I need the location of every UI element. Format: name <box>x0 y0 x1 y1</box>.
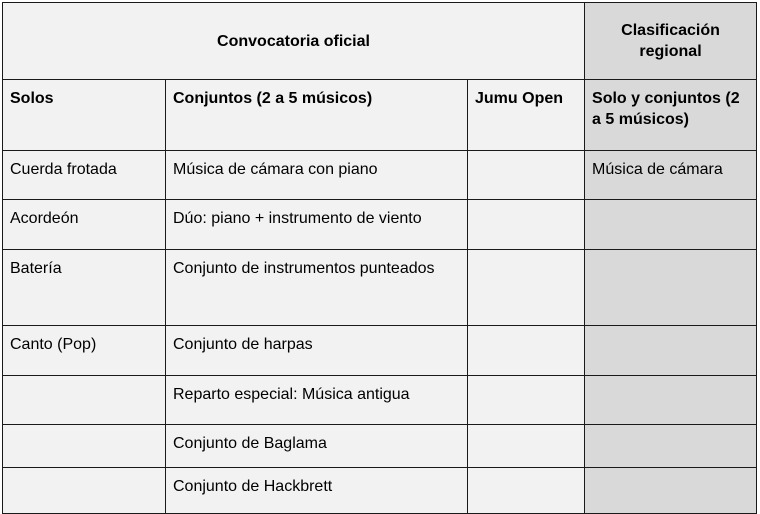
cell-regional <box>585 376 757 425</box>
cell-conjuntos: Conjunto de Baglama <box>166 425 468 468</box>
cell-jumu-open <box>468 200 585 250</box>
cell-regional <box>585 326 757 376</box>
table-row <box>3 151 757 200</box>
cell-jumu-open <box>468 425 585 468</box>
cell-solos: Batería <box>3 250 166 326</box>
column-header-conjuntos: Conjuntos (2 a 5 músicos) <box>166 80 468 151</box>
cell-conjuntos: Reparto especial: Música antigua <box>166 376 468 425</box>
column-header-solo-conjuntos: Solo y conjuntos (2 a 5 músicos) <box>585 80 757 151</box>
cell-jumu-open <box>468 151 585 200</box>
header-row <box>3 3 757 80</box>
cell-conjuntos: Dúo: piano + instrumento de viento <box>166 200 468 250</box>
categories-table <box>2 2 757 514</box>
cell-regional <box>585 250 757 326</box>
cell-jumu-open <box>468 376 585 425</box>
table-row <box>3 326 757 376</box>
cell-solos: Acordeón <box>3 200 166 250</box>
cell-conjuntos: Música de cámara con piano <box>166 151 468 200</box>
column-header-row <box>3 80 757 151</box>
table-row <box>3 468 757 514</box>
cell-conjuntos: Conjunto de Hackbrett <box>166 468 468 514</box>
convocatoria-header: Convocatoria oficial <box>3 3 585 80</box>
cell-solos <box>3 425 166 468</box>
cell-jumu-open <box>468 326 585 376</box>
cell-jumu-open <box>468 250 585 326</box>
cell-solos: Canto (Pop) <box>3 326 166 376</box>
column-header-jumu-open: Jumu Open <box>468 80 585 151</box>
cell-solos <box>3 376 166 425</box>
table-row <box>3 200 757 250</box>
cell-jumu-open <box>468 468 585 514</box>
column-header-solos: Solos <box>3 80 166 151</box>
cell-regional <box>585 468 757 514</box>
table-row <box>3 425 757 468</box>
cell-solos: Cuerda frotada <box>3 151 166 200</box>
clasificacion-header: Clasificación regional <box>585 3 757 80</box>
table-row <box>3 376 757 425</box>
cell-conjuntos: Conjunto de instrumentos punteados <box>166 250 468 326</box>
cell-conjuntos: Conjunto de harpas <box>166 326 468 376</box>
table-row <box>3 250 757 326</box>
cell-regional: Música de cámara <box>585 151 757 200</box>
cell-regional <box>585 425 757 468</box>
cell-solos <box>3 468 166 514</box>
cell-regional <box>585 200 757 250</box>
